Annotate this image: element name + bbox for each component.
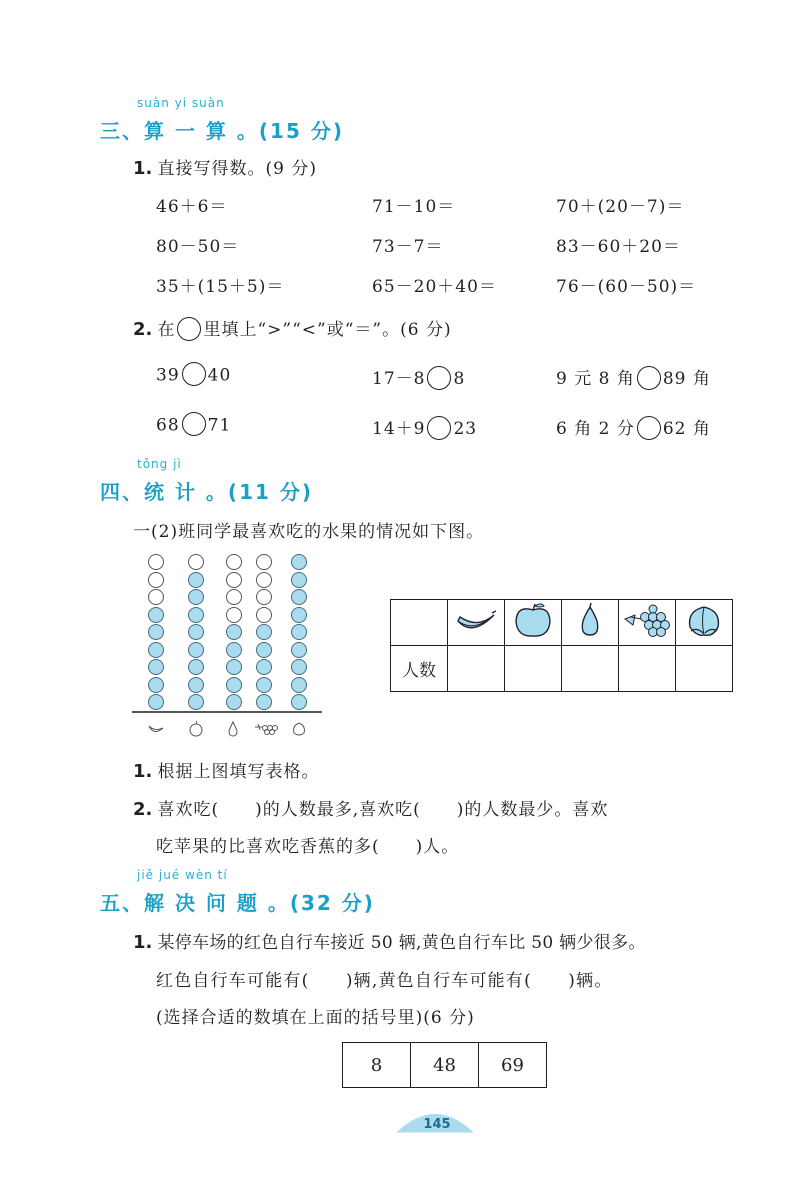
- expr-8: 65－20＋40＝: [372, 277, 497, 297]
- grapes-dot-empty: [256, 554, 272, 570]
- peach-icon: [289, 718, 309, 738]
- compare-item: [156, 364, 231, 388]
- q2-number: 2.: [133, 799, 153, 820]
- expr-3: 70＋(20－7)＝: [556, 197, 685, 217]
- compare-item: [556, 414, 711, 442]
- peach-dot-filled: [291, 572, 307, 588]
- table-row: [391, 646, 733, 692]
- grapes-dot-filled: [256, 624, 272, 640]
- section3-q2: [133, 315, 452, 343]
- compare-left: 39: [156, 365, 180, 386]
- q2-line1: 喜欢吃( )的人数最多,喜欢吃( )的人数最少。喜欢: [157, 800, 609, 820]
- banana-icon: [146, 718, 166, 738]
- pear-dot-filled: [226, 659, 242, 675]
- compare-item: [372, 364, 465, 392]
- section4-intro: 一(2)班同学最喜欢吃的水果的情况如下图。: [133, 522, 485, 542]
- apple-dot-filled: [188, 589, 204, 605]
- pear-dot-filled: [226, 694, 242, 710]
- apple-dot-filled: [188, 572, 204, 588]
- compare-left: 14＋9: [372, 419, 426, 439]
- expr-6: 83－60＋20＝: [556, 237, 681, 257]
- banana-dot-filled: [148, 607, 164, 623]
- banana-dot-filled: [148, 659, 164, 675]
- pear-dot-empty: [226, 589, 242, 605]
- grapes-dot-filled: [256, 694, 272, 710]
- expr-2: 71－10＝: [372, 197, 456, 217]
- banana-dot-empty: [148, 554, 164, 570]
- table-row: [343, 1043, 547, 1088]
- peach-dot-filled: [291, 624, 307, 640]
- q1-number: 1.: [133, 158, 153, 179]
- compare-right: 8: [453, 369, 466, 389]
- expr-1: 46＋6＝: [156, 197, 228, 217]
- answer-circle-icon: [177, 317, 201, 341]
- grapes-dot-empty: [256, 607, 272, 623]
- apple-dot-filled: [188, 694, 204, 710]
- grapes-icon: [253, 718, 279, 738]
- q1-text: 直接写得数。(9 分): [157, 159, 317, 179]
- compare-left: 6 角 2 分: [556, 419, 635, 439]
- grapes-dot-empty: [256, 572, 272, 588]
- chart-baseline: [132, 711, 322, 713]
- count-cell-apple[interactable]: [505, 646, 562, 692]
- compare-left: 17－8: [372, 369, 426, 389]
- compare-circle[interactable]: [182, 412, 206, 436]
- banana-icon: [448, 600, 505, 646]
- grapes-dot-empty: [256, 589, 272, 605]
- compare-circle[interactable]: [637, 366, 661, 390]
- table-row: [391, 600, 733, 646]
- section4-title: 四、统 计 。(11 分): [100, 480, 314, 504]
- section4-q2-line2: 吃苹果的比喜欢吃香蕉的多( )人。: [156, 837, 460, 857]
- pear-dot-filled: [226, 624, 242, 640]
- banana-dot-empty: [148, 589, 164, 605]
- pear-dot-empty: [226, 572, 242, 588]
- grapes-dot-filled: [256, 659, 272, 675]
- peach-dot-filled: [291, 607, 307, 623]
- apple-dot-filled: [188, 607, 204, 623]
- compare-right: 40: [207, 365, 232, 386]
- section5-pinyin: jiě jué wèn tí: [137, 868, 228, 882]
- compare-circle[interactable]: [182, 362, 206, 386]
- apple-dot-empty: [188, 554, 204, 570]
- section4-q1: [133, 757, 319, 782]
- q1-number: 1.: [133, 932, 153, 953]
- banana-dot-filled: [148, 677, 164, 693]
- expr-9: 76－(60－50)＝: [556, 277, 697, 297]
- section4-q2: [133, 795, 608, 820]
- compare-circle[interactable]: [427, 416, 451, 440]
- count-cell-banana[interactable]: [448, 646, 505, 692]
- q2-text-a: 在: [157, 320, 176, 340]
- banana-dot-filled: [148, 624, 164, 640]
- grapes-icon: [619, 600, 676, 646]
- count-cell-pear[interactable]: [562, 646, 619, 692]
- grapes-dot-filled: [256, 677, 272, 693]
- apple-dot-filled: [188, 624, 204, 640]
- section5-q1: [133, 928, 646, 953]
- apple-icon: [186, 718, 206, 738]
- compare-right: 71: [207, 415, 232, 436]
- compare-right: 89 角: [662, 369, 711, 389]
- count-label: 人数: [391, 646, 448, 692]
- peach-dot-filled: [291, 677, 307, 693]
- compare-item: [556, 364, 711, 392]
- pear-icon: [562, 600, 619, 646]
- expr-7: 35＋(15＋5)＝: [156, 277, 285, 297]
- pear-dot-empty: [226, 554, 242, 570]
- expr-4: 80－50＝: [156, 237, 240, 257]
- q1-line1: 某停车场的红色自行车接近 50 辆,黄色自行车比 50 辆少很多。: [157, 933, 646, 953]
- choice-cell: 69: [479, 1043, 547, 1088]
- q2-number: 2.: [133, 319, 153, 340]
- apple-dot-filled: [188, 642, 204, 658]
- section4-pinyin: tǒng jì: [137, 457, 182, 471]
- q1-line2: 红色自行车可能有( )辆,黄色自行车可能有( )辆。: [156, 971, 613, 991]
- q1-number: 1.: [133, 761, 153, 782]
- q1-line3: (选择合适的数填在上面的括号里)(6 分): [156, 1008, 475, 1028]
- choice-cell: 8: [343, 1043, 411, 1088]
- page-number: 145: [423, 1117, 451, 1132]
- apple-dot-filled: [188, 659, 204, 675]
- section3-title: 三、算 一 算 。(15 分): [100, 119, 344, 143]
- fruit-table: [390, 599, 733, 692]
- page-number-badge: [395, 1102, 475, 1134]
- compare-circle[interactable]: [637, 416, 661, 440]
- compare-circle[interactable]: [427, 366, 451, 390]
- apple-dot-filled: [188, 677, 204, 693]
- peach-dot-filled: [291, 642, 307, 658]
- grapes-dot-filled: [256, 642, 272, 658]
- section3-q1: [133, 154, 317, 179]
- compare-right: 23: [453, 419, 478, 439]
- choice-box: [342, 1042, 547, 1088]
- compare-left: 9 元 8 角: [556, 369, 635, 389]
- peach-dot-filled: [291, 554, 307, 570]
- apple-icon: [505, 600, 562, 646]
- pear-icon: [223, 718, 243, 738]
- fruit-pictograph-chart: [132, 550, 324, 746]
- compare-item: [372, 414, 477, 442]
- peach-dot-filled: [291, 659, 307, 675]
- pear-dot-filled: [226, 642, 242, 658]
- expr-5: 73－7＝: [372, 237, 444, 257]
- compare-right: 62 角: [662, 419, 711, 439]
- table-corner-cell: [391, 600, 448, 646]
- count-cell-grapes[interactable]: [619, 646, 676, 692]
- q2-text-b: 里填上“>”“<”或“＝”。(6 分): [203, 320, 452, 340]
- q1-text: 根据上图填写表格。: [157, 762, 320, 782]
- section3-pinyin: suàn yi suàn: [137, 96, 225, 110]
- section5-title: 五、解 决 问 题 。(32 分): [100, 891, 375, 915]
- pear-dot-filled: [226, 677, 242, 693]
- banana-dot-filled: [148, 642, 164, 658]
- choice-cell: 48: [411, 1043, 479, 1088]
- compare-left: 68: [156, 415, 180, 436]
- banana-dot-filled: [148, 694, 164, 710]
- peach-dot-filled: [291, 589, 307, 605]
- count-cell-peach[interactable]: [676, 646, 733, 692]
- pear-dot-empty: [226, 607, 242, 623]
- banana-dot-empty: [148, 572, 164, 588]
- peach-dot-filled: [291, 694, 307, 710]
- peach-icon: [676, 600, 733, 646]
- compare-item: [156, 414, 231, 438]
